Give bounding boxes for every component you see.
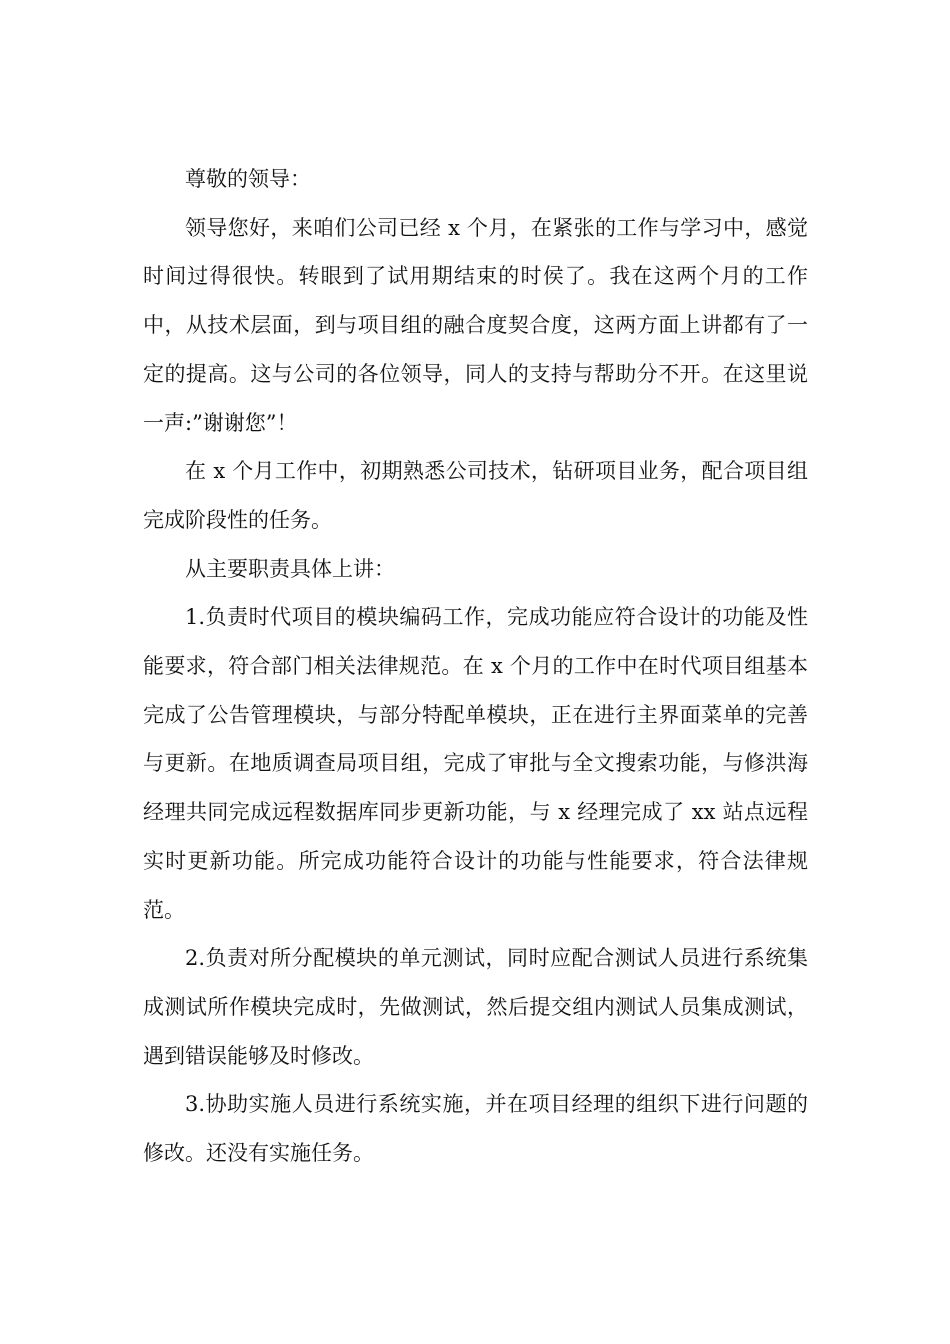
paragraph-duty-2: 2.负责对所分配模块的单元测试，同时应配合测试人员进行系统集成测试所作模块完成时，先做测试，然后提交组内测试人员集成测试，遇到错误能够及时修改。 — [143, 946, 808, 1068]
paragraph-overview: 在 x 个月工作中，初期熟悉公司技术，钻研项目业务，配合项目组完成阶段性的任务。 — [143, 459, 808, 532]
document-body — [143, 155, 808, 1178]
paragraph-intro: 领导您好，来咱们公司已经 x 个月，在紧张的工作与学习中，感觉时间过得很快。转眼到了试用期结束的时侯了。我在这两个月的工作中，从技术层面，到与项目组的融合度契合度，这两方面上讲都有了一定的提高。这与公司的各位领导，同人的支持与帮助分不开。在这里说一声:”谢谢您”！ — [143, 215, 808, 435]
paragraph-duties-heading: 从主要职责具体上讲： — [185, 556, 395, 581]
salutation: 尊敬的领导： — [185, 167, 311, 191]
paragraph-duty-1: 1.负责时代项目的模块编码工作，完成功能应符合设计的功能及性能要求，符合部门相关法律规范。在 x 个月的工作中在时代项目组基本完成了公告管理模块，与部分特配单模块，正在进行主界面菜单的完善与更新。在地质调查局项目组，完成了审批与全文搜索功能，与修洪海经理共同完成远程数据库同步更新功能，与 x 经理完成了 xx 站点远程实时更新功能。所完成功能符合设计的功能与性能要求，符合法律规范。 — [143, 605, 808, 922]
paragraph-duty-3: 3.协助实施人员进行系统实施，并在项目经理的组织下进行问题的修改。还没有实施任务。 — [143, 1092, 808, 1166]
